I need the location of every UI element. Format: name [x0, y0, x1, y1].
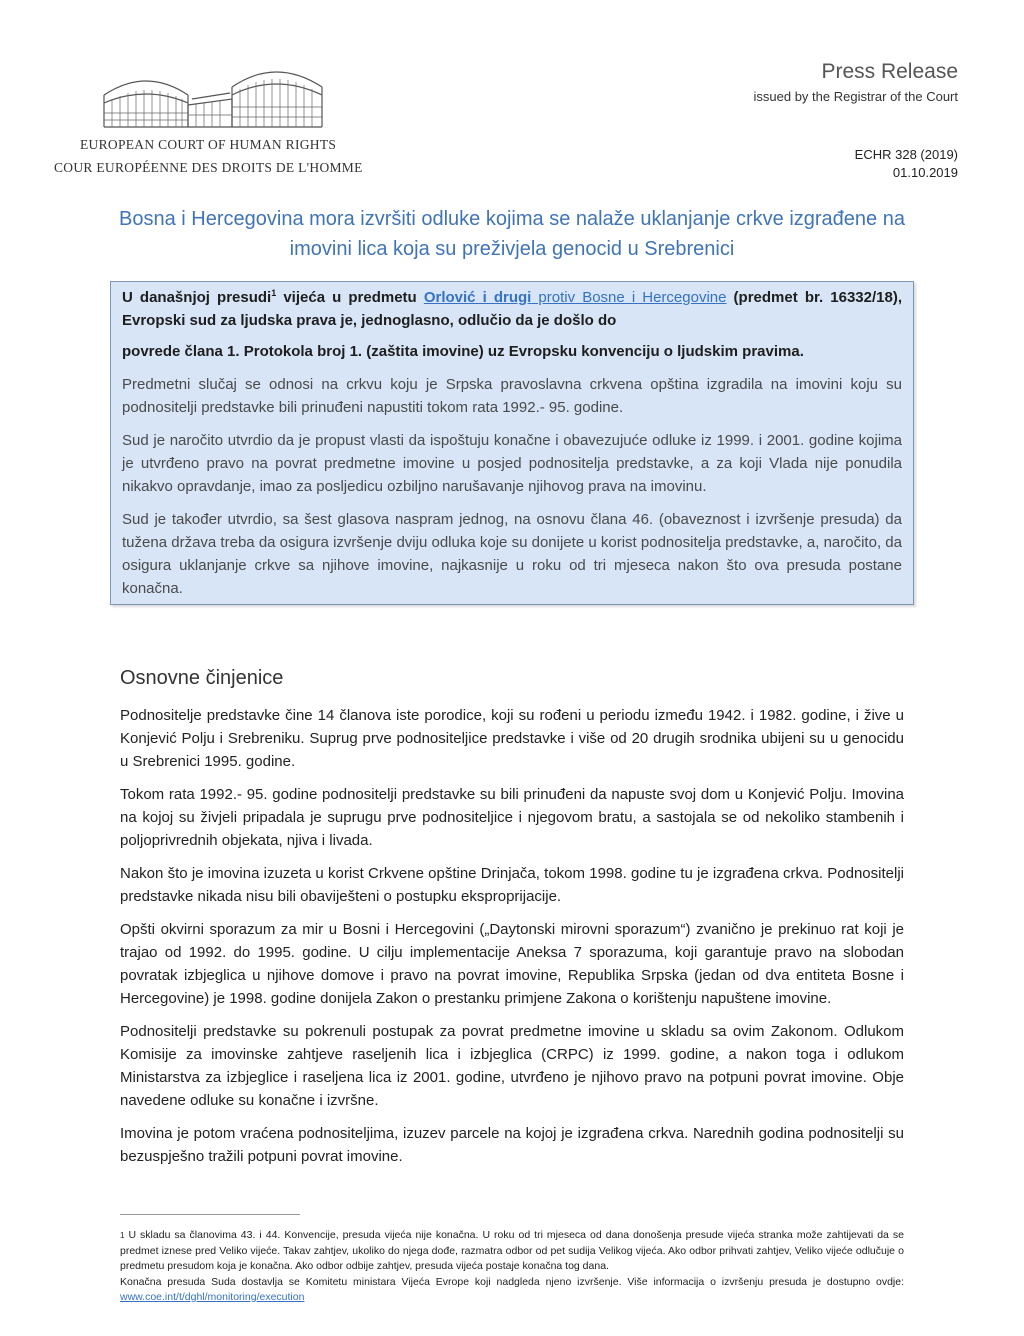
body-paragraph: Imovina je potom vraćena podnositeljima, izuzev parcele na kojoj je izgrađena crkva. Narednih godina podnositelji su bezuspješno tražili potpuni povrat imovine.: [120, 1125, 904, 1165]
footnote-marker: 1: [120, 1231, 125, 1240]
court-building-logo: [96, 55, 336, 135]
body-paragraph: Podnositelji predstavke su pokrenuli postupak za povrat predmetne imovine u skladu sa ovim Zakonom. Odlukom Komisije za imovinske zahtjeve raseljenih lica i izbjeglica (CRPC) iz 1999. godine, a nakon toga i odlukom Ministarstva za izbjeglice i raseljena lica iz 2001. godine, utvrđeno je njihovo pravo na potpuni povrat imovine. Obje navedene odluke su konačne i izvršne.: [120, 1023, 904, 1109]
body-paragraph: Opšti okvirni sporazum za mir u Bosni i Hercegovini („Daytonski mirovni sporazum“) zvanično je prekinuo rat koji je trajao od 1992. do 1995. godine. U cilju implementacije Aneksa 7 sporazuma, koji garantuje pravo na slobodan povratak izbjeglica u njihove domove i pravo na povrat imovine, Republika Srpska (jedan od dva entiteta Bosne i Hercegovine) je 1998. godine donijela Zakon o prestanku primjene Zakona o korištenju napuštene imovine.: [120, 921, 904, 1007]
summary-lead: [122, 286, 902, 332]
body-paragraph: Podnositelje predstavke čine 14 članova iste porodice, koji su rođeni u periodu između 1942. i 1982. godine, i žive u Konjević Polju i Srebreniku. Suprug prve podnositeljice predstavke i više od 20 drugih srodnika ubijeni su u genocidu u Srebrenici 1995. godine.: [120, 707, 904, 770]
summary-paragraph: Sud je naročito utvrdio da je propust vlasti da ispoštuju konačne i obavezujuće odluke iz 1999. i 2001. godine kojima je utvrđeno pravo na povrat predmetne imovine u posjed podnositelja predstavke, a za koji Vlada nije ponudila nikakvo opravdanje, imao za posljedicu ozbiljno narušavanje njihovog prava na imovinu.: [122, 432, 902, 495]
summary-box: [110, 281, 914, 605]
lead-text-1: U današnjoj presudi: [122, 289, 272, 306]
case-link-bold[interactable]: Orlović i drugi: [423, 289, 532, 306]
summary-paragraph: Sud je također utvrdio, sa šest glasova naspram jednog, na osnovu člana 46. (obaveznost i izvršenje presuda) da tužena država treba da osigura izvršenje dviju odluka koje su donijete u korist podnositelja predstavke, a, naročito, da osigura uklanjanje crkve sa njihove imovine, najkasnije u roku od tri mjeseca nakon što ova presuda postane konačna.: [122, 511, 902, 597]
footnote-ref[interactable]: 1: [271, 288, 277, 298]
reference-number: ECHR 328 (2019): [854, 147, 958, 162]
footnote-text-2: Konačna presuda Suda dostavlja se Komitetu ministara Vijeća Evrope koji nadgleda njeno izvršenje. Više informacija o izvršenju presuda je dostupno ovdje:: [120, 1275, 904, 1288]
footnote-divider: [120, 1214, 300, 1215]
release-date: 01.10.2019: [892, 165, 958, 180]
press-release-title: Press Release: [821, 60, 958, 83]
lead-text-3: (predmet br. 16332/18), Evropski sud za ljudska prava je, jednoglasno, odlučio da je došlo do: [122, 289, 902, 329]
footnote-1: [120, 1228, 904, 1275]
footnote-text-1: U skladu sa članovima 43. i 44. Konvencije, presuda vijeća nije konačna. U roku od tri mjeseca od dana donošenja presude vijeća stranka može zahtijevati da se predmet iznese pred Veliko vijeće. Takav zahtjev, ukoliko do njega dođe, razmatra odbor od pet sudija Velikog vijeća. Ako odbor prihvati zahtjev, Veliko vijeće odlučuje o predmetu presudom koja je konačna. Ako odbor odbije zahtjev, presuda vijeća postaje konačna tog dana.: [120, 1229, 904, 1272]
summary-paragraph: Predmetni slučaj se odnosi na crkvu koju je Srpska pravoslavna crkvena opština izgradila na imovini koju su podnositelji predstavke bili prinuđeni napustiti tokom rata 1992.- 95. godine.: [122, 376, 902, 416]
body-paragraph: Tokom rata 1992.- 95. godine podnositelji predstavke su bili prinuđeni da napuste svoj dom u Konjević Polju. Imovina na kojoj su živjeli pripadala je suprugu prve podnositeljice i njegovom bratu, a sastojala se od nekoliko stambenih i poljoprivrednih objekata, njiva i livada.: [120, 786, 904, 849]
section-title: Osnovne činjenice: [120, 667, 284, 689]
headline: Bosna i Hercegovina mora izvršiti odluke kojima se nalaže uklanjanje crkve izgrađene na imovini lica koja su preživjela genocid u Srebrenici: [119, 208, 905, 260]
case-link[interactable]: protiv Bosne i Hercegovine: [531, 289, 727, 306]
footnotes: [120, 1228, 904, 1306]
press-release-subtitle: issued by the Registrar of the Court: [753, 89, 958, 104]
court-name-fr: COUR EUROPÉENNE DES DROITS DE L'HOMME: [54, 160, 363, 175]
court-name-en: EUROPEAN COURT OF HUMAN RIGHTS: [80, 137, 337, 152]
body-paragraph: Nakon što je imovina izuzeta u korist Crkvene opštine Drinjača, tokom 1998. godine tu je izgrađena crkva. Podnositelji predstavke nikada nisu bili obaviješteni o postupku eksproprijacije.: [120, 865, 904, 905]
execution-link[interactable]: www.coe.int/t/dghl/monitoring/execution: [120, 1291, 305, 1303]
section-body: [120, 704, 904, 1178]
summary-lead-line2: povrede člana 1. Protokola broj 1. (zaštita imovine) uz Evropsku konvenciju o ljudskim pravima.: [122, 343, 804, 360]
lead-text-2: vijeća u predmetu: [276, 289, 424, 306]
footnote-2: [120, 1275, 904, 1306]
